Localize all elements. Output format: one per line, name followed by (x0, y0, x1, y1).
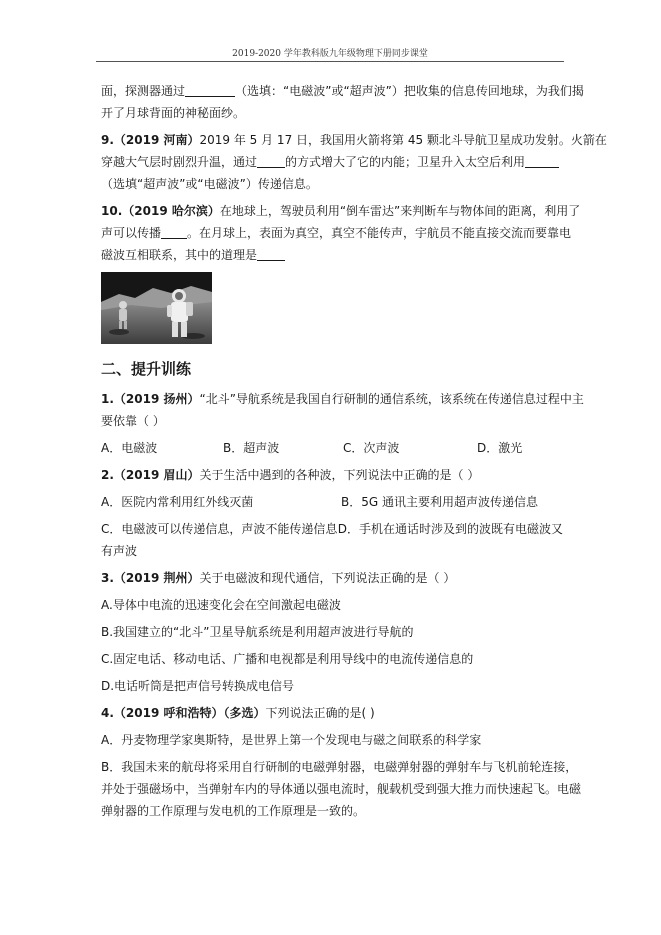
option-b[interactable]: B．超声波 (223, 441, 280, 455)
option-b[interactable]: B．我国未来的航母将采用自行研制的电磁弹射器，电磁弹射器的弹射车与飞机前轮连接， (101, 760, 578, 774)
answer-blank[interactable] (525, 153, 559, 168)
question-9-line-3: （选填“超声波”或“电磁波”）传递信息。 (101, 177, 318, 191)
answer-blank[interactable] (257, 246, 285, 261)
header-rule (96, 61, 564, 62)
option-b[interactable]: B.我国建立的“北斗”卫星导航系统是利用超声波进行导航的 (101, 625, 414, 639)
question-2-options-row-1 (101, 491, 563, 513)
question-1-line-2: 要依靠（ ） (101, 414, 165, 428)
option-c[interactable]: C．电磁波可以传递信息，声波不能传递信息 (101, 522, 338, 536)
option-b-line-2: 并处于强磁场中，当弹射车内的导体通以强电流时，舰载机受到强大推力而快速起飞。电磁 (101, 782, 582, 796)
moon-astronaut-photo (101, 272, 212, 344)
question-10-line-3: 磁波互相联系，其中的道理是 (101, 244, 563, 266)
section-title: 二、提升训练 (101, 360, 192, 378)
answer-blank[interactable] (185, 82, 235, 97)
option-b-line-3: 弹射器的工作原理与发电机的工作原理是一致的。 (101, 804, 366, 818)
option-c[interactable]: C．次声波 (343, 441, 400, 455)
option-d[interactable]: D.电话听筒是把声信号转换成电信号 (101, 679, 295, 693)
question-9-line-2: 穿越大气层时剧烈升温，通过 的方式增大了它的内能；卫星升入太空后利用 (101, 151, 563, 173)
option-a[interactable]: A．丹麦物理学家奥斯特，是世界上第一个发现电与磁之间联系的科学家 (101, 733, 482, 747)
option-a[interactable]: A．电磁波 (101, 441, 158, 455)
option-d[interactable]: D．手机在通话时涉及到的波既有电磁波又 (337, 522, 563, 536)
page-header: 2019-2020 学年教科版九年级物理下册同步课堂 (232, 49, 428, 59)
continuation-line-1: 面，探测器通过 （选填：“电磁波”或“超声波”）把收集的信息传回地球，为我们揭 (101, 84, 584, 98)
question-1: 1.（2019 扬州）“北斗”导航系统是我国自行研制的通信系统，该系统在传递信息过程中主 (101, 392, 584, 406)
question-9: 9.（2019 河南）2019 年 5 月 17 日，我国用火箭将第 45 颗北斗导航卫星成功发射。火箭在 (101, 133, 607, 147)
answer-blank[interactable] (257, 153, 285, 168)
question-2-options-row-2 (101, 518, 563, 540)
continuation-line-2: 开了月球背面的神秘面纱。 (101, 106, 246, 120)
option-a[interactable]: A.导体中电流的迅速变化会在空间激起电磁波 (101, 598, 341, 612)
question-1-options (101, 437, 563, 459)
option-a[interactable]: A．医院内常利用红外线灭菌 (101, 495, 254, 509)
answer-blank[interactable] (161, 224, 187, 239)
option-c[interactable]: C.固定电话、移动电话、广播和电视都是利用导线中的电流传递信息的 (101, 652, 474, 666)
question-10-line-2: 声可以传播 。在月球上，表面为真空，真空不能传声，宇航员不能直接交流而要靠电 (101, 226, 572, 240)
question-2-option-d-continued: 有声波 (101, 544, 138, 558)
question-3: 3.（2019 荆州）关于电磁波和现代通信，下列说法正确的是（ ） (101, 571, 456, 585)
option-b[interactable]: B．5G 通讯主要利用超声波传递信息 (341, 495, 538, 509)
document-body (101, 80, 607, 822)
question-4: 4.（2019 呼和浩特）（多选）下列说法正确的是( ) (101, 706, 375, 720)
question-10: 10.（2019 哈尔滨）在地球上，驾驶员利用“倒车雷达”来判断车与物体间的距离，利用了 (101, 204, 581, 218)
question-2: 2.（2019 眉山）关于生活中遇到的各种波，下列说法中正确的是（ ） (101, 468, 480, 482)
option-d[interactable]: D．激光 (477, 441, 523, 455)
